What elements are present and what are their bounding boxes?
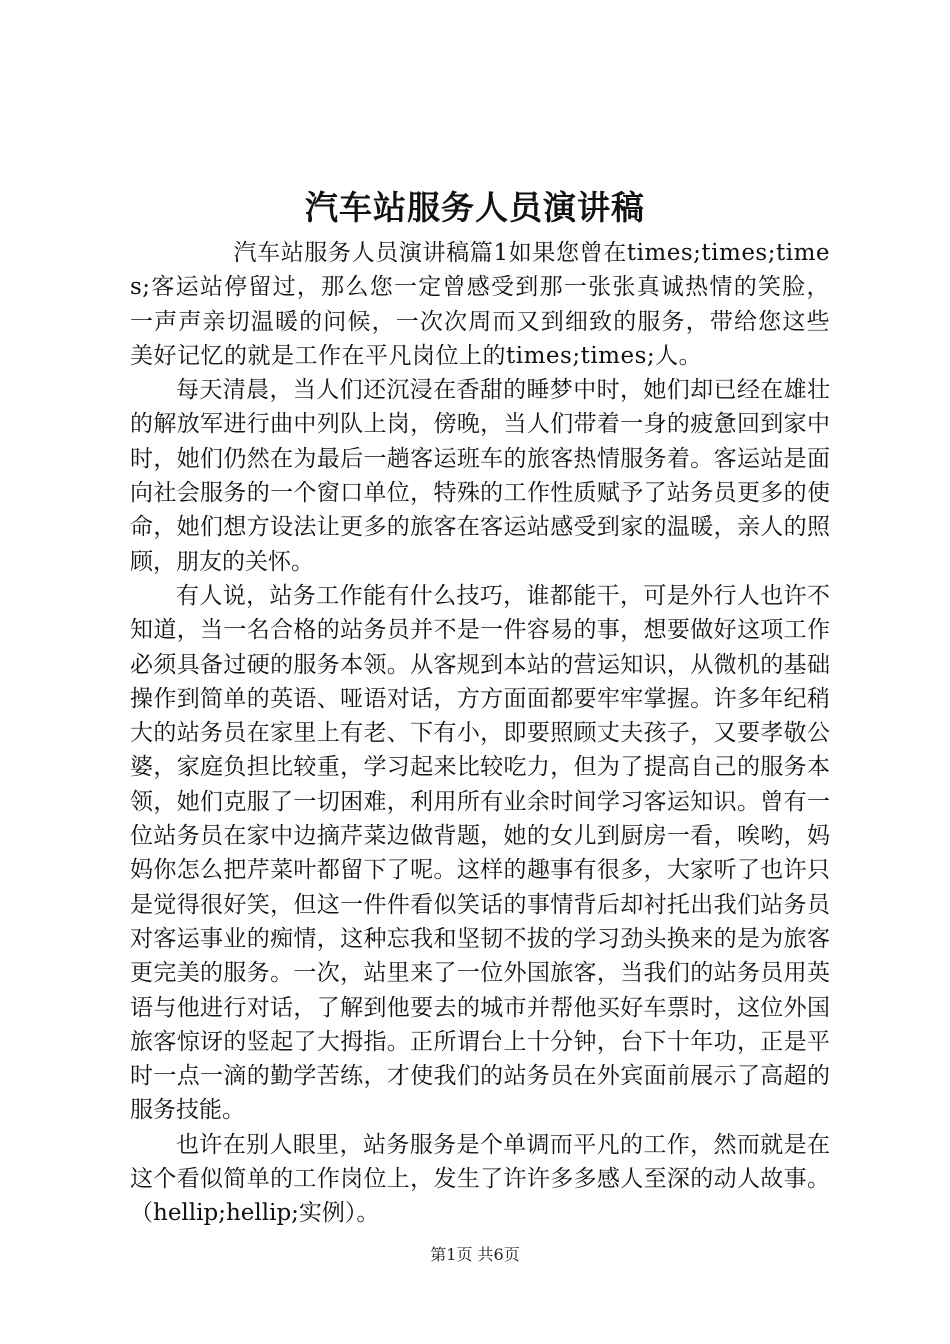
paragraph-4: 也许在别人眼里，站务服务是个单调而平凡的工作，然而就是在这个看似简单的工作岗位上，发生了许许多多感人至深的动人故事。（hellip;hellip;实例）。 [130, 1131, 830, 1227]
document-title: 汽车站服务人员演讲稿 [305, 188, 645, 227]
paragraph-2: 每天清晨，当人们还沉浸在香甜的睡梦中时，她们却已经在雄壮的解放军进行曲中列队上岗，傍晚，当人们带着一身的疲惫回到家中时，她们仍然在为最后一趟客运班车的旅客热情服务着。客运站是面向社会服务的一个窗口单位，特殊的工作性质赋予了站务员更多的使命，她们想方设法让更多的旅客在客运站感受到家的温暖，亲人的照顾，朋友的关怀。 [130, 377, 830, 575]
document-body [130, 236, 830, 1231]
paragraph-1: 汽车站服务人员演讲稿篇1如果您曾在times;times;times;客运站停留过，那么您一定曾感受到那一张张真诚热情的笑脸，一声声亲切温暖的问候，一次次周而又到细致的服务，带给您这些美好记忆的就是工作在平凡岗位上的times;times;人。 [130, 240, 830, 369]
paragraph-3: 有人说，站务工作能有什么技巧，谁都能干，可是外行人也许不知道，当一名合格的站务员并不是一件容易的事，想要做好这项工作必须具备过硬的服务本领。从客规到本站的营运知识，从微机的基础操作到简单的英语、哑语对话，方方面面都要牢牢掌握。许多年纪稍大的站务员在家里上有老、下有小，即要照顾丈夫孩子，又要孝敬公婆，家庭负担比较重，学习起来比较吃力，但为了提高自己的服务本领，她们克服了一切困难，利用所有业余时间学习客运知识。曾有一位站务员在家中边摘芹菜边做背题，她的女儿到厨房一看，唉哟，妈妈你怎么把芹菜叶都留下了呢。这样的趣事有很多，大家听了也许只是觉得很好笑，但这一件件看似笑话的事情背后却衬托出我们站务员对客运事业的痴情，这种忘我和坚韧不拔的学习劲头换来的是为旅客更完美的服务。一次，站里来了一位外国旅客，当我们的站务员用英语与他进行对话，了解到他要去的城市并帮他买好车票时，这位外国旅客惊讶的竖起了大拇指。正所谓台上十分钟，台下十年功，正是平时一点一滴的勤学苦练，才使我们的站务员在外宾面前展示了高超的服务技能。 [130, 582, 830, 1124]
page-footer: 第1页 共6页 [430, 1245, 520, 1264]
